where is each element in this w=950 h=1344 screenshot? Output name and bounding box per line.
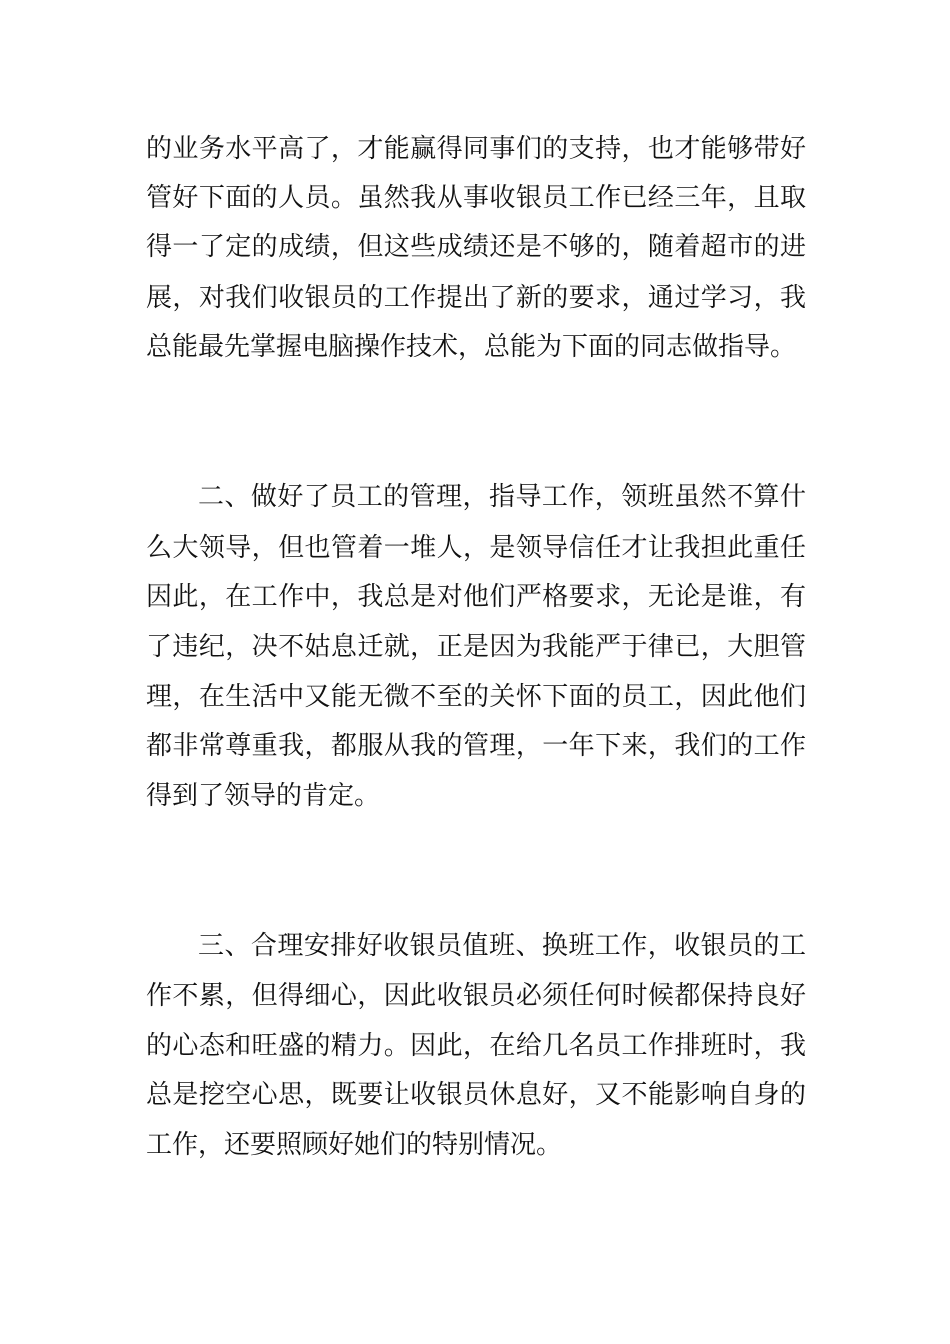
paragraph-2-line-1: 二、做好了员工的管理，指导工作，领班虽然不算什 bbox=[198, 482, 806, 512]
paragraph-2-line-3: 因此，在工作中，我总是对他们严格要求，无论是谁，有 bbox=[146, 582, 806, 612]
paragraph-2-line-4: 了违纪，决不姑息迁就，正是因为我能严于律已，大胆管 bbox=[146, 632, 806, 662]
paragraph-2-line-5: 理，在生活中又能无微不至的关怀下面的员工，因此他们 bbox=[146, 682, 806, 712]
paragraph-3-line-4: 总是挖空心思，既要让收银员休息好，又不能影响自身的 bbox=[146, 1080, 806, 1110]
paragraph-1-line-3: 得一了定的成绩，但这些成绩还是不够的，随着超市的进 bbox=[146, 232, 806, 262]
paragraph-3-line-1: 三、合理安排好收银员值班、换班工作，收银员的工 bbox=[198, 931, 806, 961]
paragraph-3-line-5: 工作，还要照顾好她们的特别情况。 bbox=[146, 1130, 563, 1160]
paragraph-2-line-2: 么大领导，但也管着一堆人，是领导信任才让我担此重任 bbox=[146, 533, 806, 563]
paragraph-3-line-3: 的心态和旺盛的精力。因此，在给几名员工作排班时，我 bbox=[146, 1031, 806, 1061]
paragraph-1-line-5: 总能最先掌握电脑操作技术，总能为下面的同志做指导。 bbox=[146, 332, 797, 362]
paragraph-2-line-6: 都非常尊重我，都服从我的管理，一年下来，我们的工作 bbox=[146, 731, 806, 761]
paragraph-1-line-4: 展，对我们收银员的工作提出了新的要求，通过学习，我 bbox=[146, 283, 806, 313]
paragraph-3-line-2: 作不累，但得细心，因此收银员必须任何时候都保持良好 bbox=[146, 981, 806, 1011]
paragraph-1-line-2: 管好下面的人员。虽然我从事收银员工作已经三年，且取 bbox=[146, 183, 806, 213]
paragraph-1-line-1: 的业务水平高了，才能赢得同事们的支持，也才能够带好 bbox=[146, 134, 806, 164]
paragraph-2-line-7: 得到了领导的肯定。 bbox=[146, 781, 381, 811]
